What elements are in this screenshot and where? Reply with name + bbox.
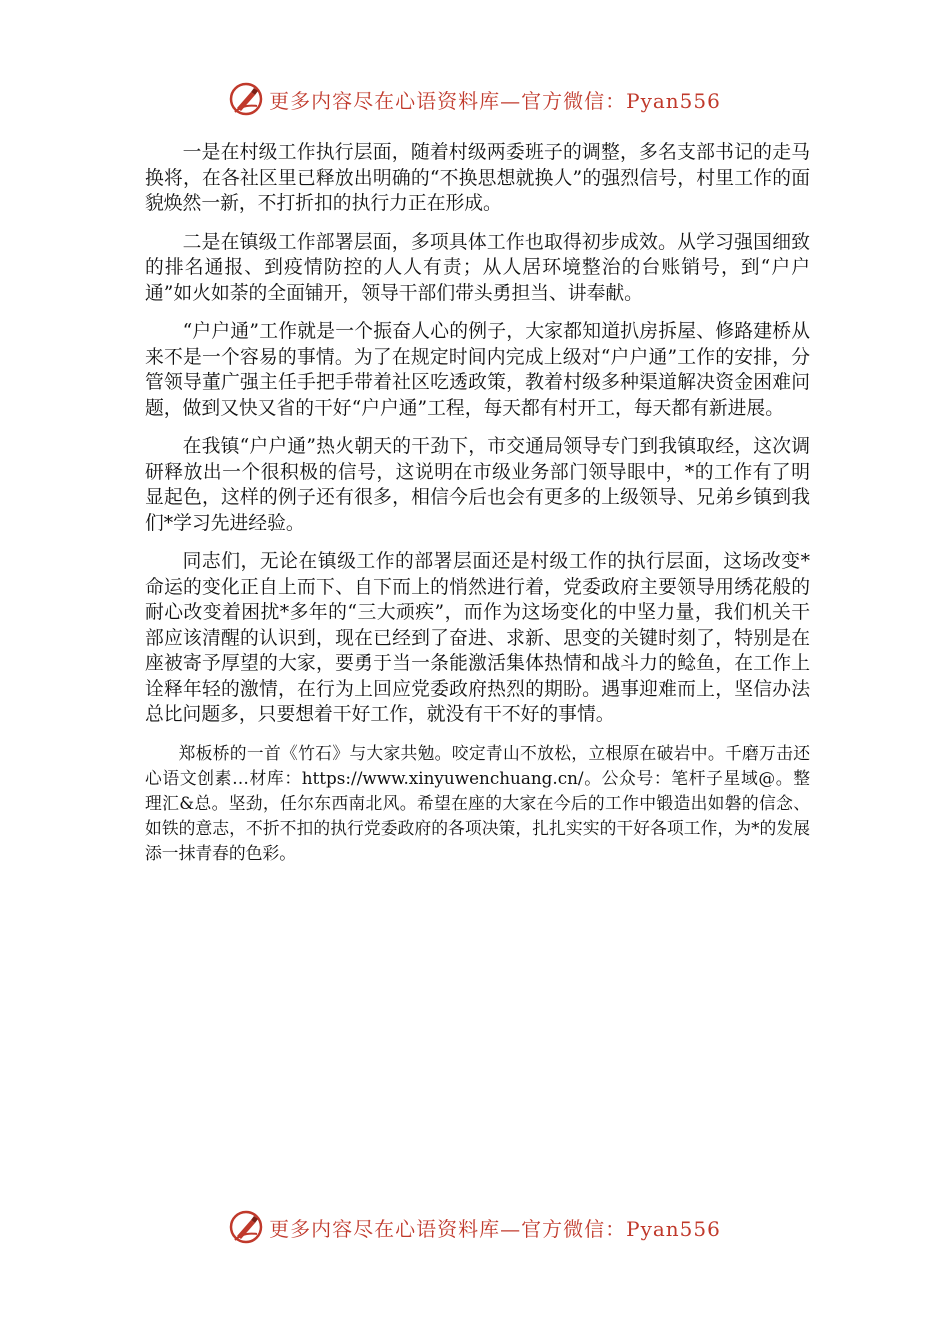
banner-text: 更多内容尽在心语资料库—官方微信：Pyan556 (269, 1216, 721, 1241)
banner-text: 更多内容尽在心语资料库—官方微信：Pyan556 (269, 88, 721, 113)
pen-logo-icon (229, 82, 263, 116)
paragraph-5: 同志们，无论在镇级工作的部署层面还是村级工作的执行层面，这场改变*命运的变化正自上而下、自下而上的悄然进行着，党委政府主要领导用绣花般的耐心改变着困扰*多年的“三大顽疾”，而作为这场变化的中坚力量，我们机关干部应该清醒的认识到，现在已经到了奋进、求新、思变的关键时刻了，特别是在座被寄予厚望的大家，要勇于当一条能激活集体热情和战斗力的鲶鱼，在工作上诠释年轻的激情，在行为上回应党委政府热烈的期盼。遇事迎难而上，坚信办法总比问题多，只要想着干好工作，就没有干不好的事情。 (145, 551, 810, 725)
header-banner (0, 82, 950, 116)
footer-banner (0, 1210, 950, 1244)
paragraph-3: “户户通”工作就是一个振奋人心的例子，大家都知道扒房拆屋、修路建桥从来不是一个容易的事情。为了在规定时间内完成上级对“户户通”工作的安排，分管领导董广强主任手把手带着社区吃透政策，教着村级多种渠道解决资金困难问题，做到又快又省的干好“户户通”工程，每天都有村开工，每天都有新进展。 (145, 321, 810, 419)
paragraph-4: 在我镇“户户通”热火朝天的干劲下，市交通局领导专门到我镇取经，这次调研释放出一个很积极的信号，这说明在市级业务部门领导眼中，*的工作有了明显起色，这样的例子还有很多，相信今后也会有更多的上级领导、兄弟乡镇到我们*学习先进经验。 (145, 436, 810, 534)
document-body (145, 140, 810, 879)
paragraph-1: 一是在村级工作执行层面，随着村级两委班子的调整，多名支部书记的走马换将，在各社区里已释放出明确的“不换思想就换人”的强烈信号，村里工作的面貌焕然一新，不打折扣的执行力正在形成。 (145, 142, 810, 214)
paragraph-6: 郑板桥的一首《竹石》与大家共勉。咬定青山不放松，立根原在破岩中。千磨万击还心语文创素…材库：https://www.xinyuwenchuang.cn/。公众号：笔杆子星域@。整理汇&总。坚劲，任尔东西南北风。希望在座的大家在今后的工作中锻造出如磐的信念、如铁的意志，不折不扣的执行党委政府的各项决策，扎扎实实的干好各项工作，为*的发展添一抹青春的色彩。 (145, 742, 810, 863)
pen-logo-icon (229, 1210, 263, 1244)
paragraph-2: 二是在镇级工作部署层面，多项具体工作也取得初步成效。从学习强国细致的排名通报、到疫情防控的人人有责；从人居环境整治的台账销号，到“户户通”如火如荼的全面铺开，领导干部们带头勇担当、讲奉献。 (145, 231, 810, 304)
